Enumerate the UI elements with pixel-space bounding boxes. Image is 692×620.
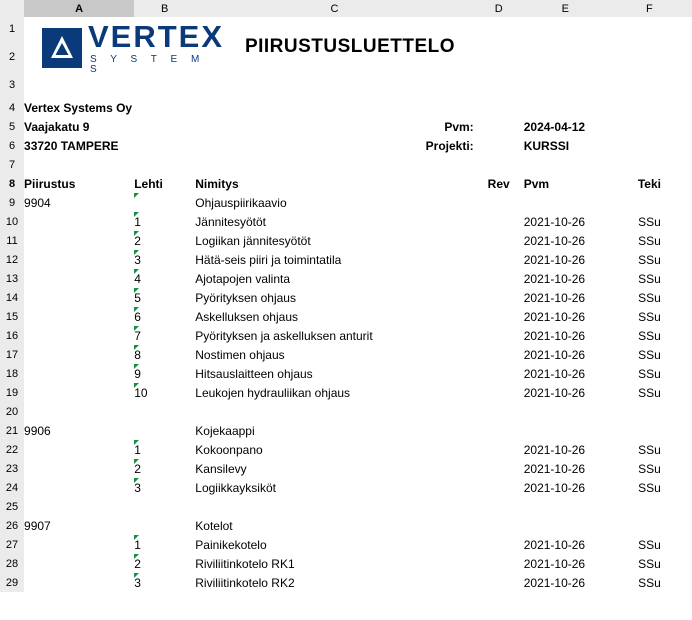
cell-name[interactable]: Riviliitinkotelo RK1: [195, 556, 295, 571]
vertex-triangle-icon: [42, 28, 82, 68]
cell-author[interactable]: SSu: [638, 556, 661, 571]
cell-rev[interactable]: [474, 269, 524, 288]
cell-rev[interactable]: [474, 307, 524, 326]
cell-e3[interactable]: [524, 72, 607, 98]
cell-sheet[interactable]: [134, 402, 195, 421]
row-header-26[interactable]: 26: [0, 516, 24, 535]
cell-date[interactable]: [524, 516, 607, 535]
table-row: [0, 421, 692, 440]
cell-date[interactable]: 2021-10-26: [523, 575, 586, 590]
cell-rev[interactable]: [474, 364, 524, 383]
cell-author[interactable]: SSu: [638, 480, 661, 495]
row-header-22[interactable]: 22: [0, 440, 24, 459]
cell-author[interactable]: SSu: [638, 233, 661, 248]
cell-sheet[interactable]: 1: [134, 440, 195, 459]
row-header-19[interactable]: 19: [0, 383, 24, 402]
cell-date[interactable]: [524, 421, 607, 440]
cell-a3[interactable]: [24, 72, 134, 98]
row-header-10[interactable]: 10: [0, 212, 24, 231]
cell-name[interactable]: Hätä-seis piiri ja toimintatila: [195, 252, 342, 267]
cell-b7[interactable]: [134, 155, 195, 174]
cell-drawing[interactable]: [24, 364, 134, 383]
cell-name[interactable]: Kansilevy: [195, 461, 247, 476]
cell-rev[interactable]: [474, 288, 524, 307]
column-header-d[interactable]: D: [474, 0, 524, 17]
page-title: PIIRUSTUSLUETTELO: [244, 36, 456, 57]
cell-name[interactable]: Kotelot: [195, 518, 233, 533]
cell-b4[interactable]: [134, 98, 195, 117]
cell-sheet[interactable]: [134, 516, 195, 535]
table-row: [0, 440, 692, 459]
table-row: [0, 554, 692, 573]
cell-name[interactable]: Ajotapojen valinta: [195, 271, 290, 286]
cell-author[interactable]: SSu: [638, 385, 661, 400]
cell-sheet[interactable]: 9: [134, 364, 195, 383]
cell-date[interactable]: 2021-10-26: [523, 442, 586, 457]
cell-rev[interactable]: [474, 478, 524, 497]
cell-f3[interactable]: [607, 72, 692, 98]
cell-drawing[interactable]: 9907: [24, 518, 51, 533]
table-row: [0, 193, 692, 212]
cell-name[interactable]: Painikekotelo: [195, 537, 267, 552]
column-header-e[interactable]: E: [524, 0, 607, 17]
cell-sheet[interactable]: 7: [134, 326, 195, 345]
cell-drawing[interactable]: [24, 459, 134, 478]
logo-systems-text: S Y S T E M S: [90, 54, 205, 75]
cell-rev[interactable]: [474, 250, 524, 269]
cell-c7[interactable]: [195, 155, 473, 174]
row-header-5[interactable]: 5: [0, 117, 24, 136]
cell-drawing[interactable]: [24, 345, 134, 364]
cell-f2[interactable]: [607, 41, 692, 72]
cell-drawing[interactable]: [24, 554, 134, 573]
column-header-row: [0, 0, 692, 17]
cell-name[interactable]: Kojekaappi: [195, 423, 255, 438]
row-header-17[interactable]: 17: [0, 345, 24, 364]
table-header-row: [0, 174, 692, 193]
sheet-row-5: [0, 117, 692, 136]
header-sheet[interactable]: Lehti: [134, 176, 163, 191]
cell-date[interactable]: 2021-10-26: [523, 556, 586, 571]
cell-rev[interactable]: [474, 554, 524, 573]
cell-date[interactable]: [524, 193, 607, 212]
column-header-f[interactable]: F: [607, 0, 692, 17]
row-header-12[interactable]: 12: [0, 250, 24, 269]
cell-f7[interactable]: [607, 155, 692, 174]
table-row: [0, 307, 692, 326]
cell-rev[interactable]: [474, 440, 524, 459]
table-row: [0, 288, 692, 307]
cell-d5[interactable]: [474, 117, 524, 136]
cell-name[interactable]: [195, 497, 473, 516]
cell-name[interactable]: Ohjauspiirikaavio: [195, 195, 287, 210]
cell-rev[interactable]: [474, 345, 524, 364]
table-row: [0, 497, 692, 516]
cell-rev[interactable]: [474, 231, 524, 250]
cell-rev[interactable]: [474, 193, 524, 212]
cell-name[interactable]: Hitsauslaitteen ohjaus: [195, 366, 313, 381]
cell-author[interactable]: [607, 402, 692, 421]
cell-address-street[interactable]: Vaajakatu 9: [24, 119, 90, 134]
logo-vertex-text: VERTEX: [88, 19, 225, 54]
table-row: [0, 478, 692, 497]
header-rev[interactable]: Rev: [487, 176, 510, 191]
cell-sheet[interactable]: 5: [134, 288, 195, 307]
cell-rev[interactable]: [474, 421, 524, 440]
cell-rev[interactable]: [474, 516, 524, 535]
cell-drawing[interactable]: [24, 535, 134, 554]
header-date[interactable]: Pvm: [523, 176, 550, 191]
cell-name[interactable]: Logiikan jännitesyötöt: [195, 233, 311, 248]
cell-project-label[interactable]: Projekti:: [425, 138, 474, 153]
cell-name[interactable]: Jännitesyötöt: [195, 214, 266, 229]
cell-author[interactable]: [607, 516, 692, 535]
cell-name[interactable]: Pyörityksen ja askelluksen anturit: [195, 328, 373, 343]
cell-sheet[interactable]: 1: [134, 212, 195, 231]
row-header-7[interactable]: 7: [0, 155, 24, 174]
table-row: [0, 326, 692, 345]
cell-sheet[interactable]: [134, 497, 195, 516]
cell-drawing[interactable]: [24, 269, 134, 288]
cell-name[interactable]: Pyörityksen ohjaus: [195, 290, 296, 305]
cell-author[interactable]: SSu: [638, 290, 661, 305]
cell-date-label[interactable]: Pvm:: [444, 119, 474, 134]
cell-author[interactable]: SSu: [638, 537, 661, 552]
cell-rev[interactable]: [474, 535, 524, 554]
cell-drawing[interactable]: [24, 497, 134, 516]
cell-drawing[interactable]: [24, 478, 134, 497]
cell-sheet[interactable]: 3: [134, 573, 195, 592]
row-header-3[interactable]: 3: [0, 72, 24, 98]
cell-date[interactable]: 2021-10-26: [523, 309, 586, 324]
cell-rev[interactable]: [474, 383, 524, 402]
cell-rev[interactable]: [474, 459, 524, 478]
cell-sheet[interactable]: 2: [134, 231, 195, 250]
vertex-wordmark: [88, 21, 224, 75]
cell-date[interactable]: 2021-10-26: [523, 328, 586, 343]
row-header-1[interactable]: 1: [0, 17, 24, 41]
row-header-27[interactable]: 27: [0, 535, 24, 554]
column-header-b[interactable]: B: [134, 0, 195, 17]
column-header-a[interactable]: A: [24, 0, 134, 17]
cell-b5[interactable]: [134, 117, 195, 136]
row-header-11[interactable]: 11: [0, 231, 24, 250]
cell-f5[interactable]: [607, 117, 692, 136]
cell-project-value[interactable]: KURSSI: [523, 138, 570, 153]
cell-company-name[interactable]: Vertex Systems Oy: [24, 100, 133, 115]
cell-name[interactable]: Logiikkayksiköt: [195, 480, 276, 495]
cell-drawing[interactable]: [24, 212, 134, 231]
row-header-18[interactable]: 18: [0, 364, 24, 383]
cell-rev[interactable]: [474, 497, 524, 516]
row-header-29[interactable]: 29: [0, 573, 24, 592]
select-all-corner[interactable]: [0, 0, 24, 17]
cell-drawing[interactable]: [24, 307, 134, 326]
cell-rev[interactable]: [474, 402, 524, 421]
cell-date[interactable]: 2021-10-26: [523, 290, 586, 305]
cell-e2[interactable]: [524, 41, 607, 72]
row-header-15[interactable]: 15: [0, 307, 24, 326]
row-header-20[interactable]: 20: [0, 402, 24, 421]
cell-sheet[interactable]: 2: [134, 554, 195, 573]
cell-author[interactable]: SSu: [638, 328, 661, 343]
cell-drawing[interactable]: [24, 383, 134, 402]
sheet-row-4: [0, 98, 692, 117]
row-header-9[interactable]: 9: [0, 193, 24, 212]
cell-author[interactable]: [607, 193, 692, 212]
cell-name[interactable]: Riviliitinkotelo RK2: [195, 575, 295, 590]
cell-date[interactable]: [524, 497, 607, 516]
row-header-8[interactable]: 8: [0, 174, 24, 193]
cell-b6[interactable]: [134, 136, 195, 155]
cell-author[interactable]: SSu: [638, 309, 661, 324]
cell-drawing[interactable]: 9904: [24, 195, 51, 210]
cell-drawing[interactable]: [24, 288, 134, 307]
table-row: [0, 383, 692, 402]
cell-name[interactable]: [195, 402, 473, 421]
row-header-25[interactable]: 25: [0, 497, 24, 516]
cell-a7[interactable]: [24, 155, 134, 174]
cell-drawing[interactable]: [24, 231, 134, 250]
cell-author[interactable]: SSu: [638, 252, 661, 267]
column-header-c[interactable]: C: [195, 0, 473, 17]
cell-d4[interactable]: [474, 98, 524, 117]
cell-author[interactable]: SSu: [638, 214, 661, 229]
cell-drawing[interactable]: 9906: [24, 423, 51, 438]
cell-address-city[interactable]: 33720 TAMPERE: [24, 138, 119, 153]
row-header-21[interactable]: 21: [0, 421, 24, 440]
cell-sheet[interactable]: 6: [134, 307, 195, 326]
cell-drawing[interactable]: [24, 440, 134, 459]
cell-f4[interactable]: [607, 98, 692, 117]
cell-e4[interactable]: [524, 98, 607, 117]
cell-name[interactable]: Kokoonpano: [195, 442, 263, 457]
cell-c4[interactable]: [195, 98, 473, 117]
cell-c3[interactable]: [195, 72, 473, 98]
cell-sheet[interactable]: [134, 421, 195, 440]
cell-d6[interactable]: [474, 136, 524, 155]
vertex-logo: [42, 19, 225, 75]
cell-drawing[interactable]: [24, 573, 134, 592]
cell-author[interactable]: SSu: [638, 575, 661, 590]
cell-author[interactable]: [607, 421, 692, 440]
row-header-13[interactable]: 13: [0, 269, 24, 288]
cell-f1[interactable]: [607, 17, 692, 41]
table-row: [0, 250, 692, 269]
cell-author[interactable]: SSu: [638, 271, 661, 286]
cell-author[interactable]: SSu: [638, 461, 661, 476]
cell-date[interactable]: 2021-10-26: [523, 214, 586, 229]
cell-author[interactable]: SSu: [638, 442, 661, 457]
table-row: [0, 231, 692, 250]
cell-date[interactable]: 2021-10-26: [523, 252, 586, 267]
row-header-6[interactable]: 6: [0, 136, 24, 155]
cell-date[interactable]: 2021-10-26: [523, 233, 586, 248]
cell-e7[interactable]: [524, 155, 607, 174]
cell-date[interactable]: 2021-10-26: [523, 271, 586, 286]
table-row: [0, 402, 692, 421]
cell-sheet[interactable]: 3: [134, 250, 195, 269]
row-header-16[interactable]: 16: [0, 326, 24, 345]
table-row: [0, 269, 692, 288]
header-author[interactable]: Teki: [637, 176, 661, 191]
cell-d3[interactable]: [474, 72, 524, 98]
sheet-row-3: [0, 72, 692, 98]
cell-sheet[interactable]: 10: [134, 383, 195, 402]
cell-author[interactable]: SSu: [638, 347, 661, 362]
row-header-28[interactable]: 28: [0, 554, 24, 573]
cell-drawing[interactable]: [24, 326, 134, 345]
table-row: [0, 535, 692, 554]
table-row: [0, 345, 692, 364]
table-row: [0, 212, 692, 231]
cell-rev[interactable]: [474, 212, 524, 231]
cell-sheet[interactable]: 4: [134, 269, 195, 288]
row-header-4[interactable]: 4: [0, 98, 24, 117]
table-row: [0, 459, 692, 478]
sheet-row-7: [0, 155, 692, 174]
sheet-row-6: [0, 136, 692, 155]
table-row: [0, 573, 692, 592]
cell-date[interactable]: 2021-10-26: [523, 347, 586, 362]
cell-author[interactable]: [607, 497, 692, 516]
cell-d7[interactable]: [474, 155, 524, 174]
cell-date-value[interactable]: 2024-04-12: [523, 119, 586, 134]
cell-sheet[interactable]: 3: [134, 478, 195, 497]
cell-sheet[interactable]: [134, 193, 195, 212]
row-header-14[interactable]: 14: [0, 288, 24, 307]
cell-name[interactable]: Leukojen hydrauliikan ohjaus: [195, 385, 351, 400]
cell-date[interactable]: 2021-10-26: [523, 480, 586, 495]
cell-rev[interactable]: [474, 326, 524, 345]
cell-name[interactable]: Askelluksen ohjaus: [195, 309, 298, 324]
cell-author[interactable]: SSu: [638, 366, 661, 381]
cell-f6[interactable]: [607, 136, 692, 155]
header-name[interactable]: Nimitys: [195, 176, 239, 191]
cell-sheet[interactable]: 8: [134, 345, 195, 364]
header-drawing[interactable]: Piirustus: [24, 176, 76, 191]
row-header-24[interactable]: 24: [0, 478, 24, 497]
cell-date[interactable]: 2021-10-26: [523, 385, 586, 400]
cell-date[interactable]: 2021-10-26: [523, 537, 586, 552]
cell-drawing[interactable]: [24, 250, 134, 269]
cell-date[interactable]: 2021-10-26: [523, 366, 586, 381]
cell-rev[interactable]: [474, 573, 524, 592]
cell-sheet[interactable]: 1: [134, 535, 195, 554]
cell-e1[interactable]: [524, 17, 607, 41]
cell-name[interactable]: Nostimen ohjaus: [195, 347, 285, 362]
cell-sheet[interactable]: 2: [134, 459, 195, 478]
cell-date[interactable]: [524, 402, 607, 421]
cell-b3[interactable]: [134, 72, 195, 98]
cell-drawing[interactable]: [24, 402, 134, 421]
row-header-2[interactable]: 2: [0, 41, 24, 72]
table-row: [0, 364, 692, 383]
row-header-23[interactable]: 23: [0, 459, 24, 478]
cell-date[interactable]: 2021-10-26: [523, 461, 586, 476]
table-row: [0, 516, 692, 535]
